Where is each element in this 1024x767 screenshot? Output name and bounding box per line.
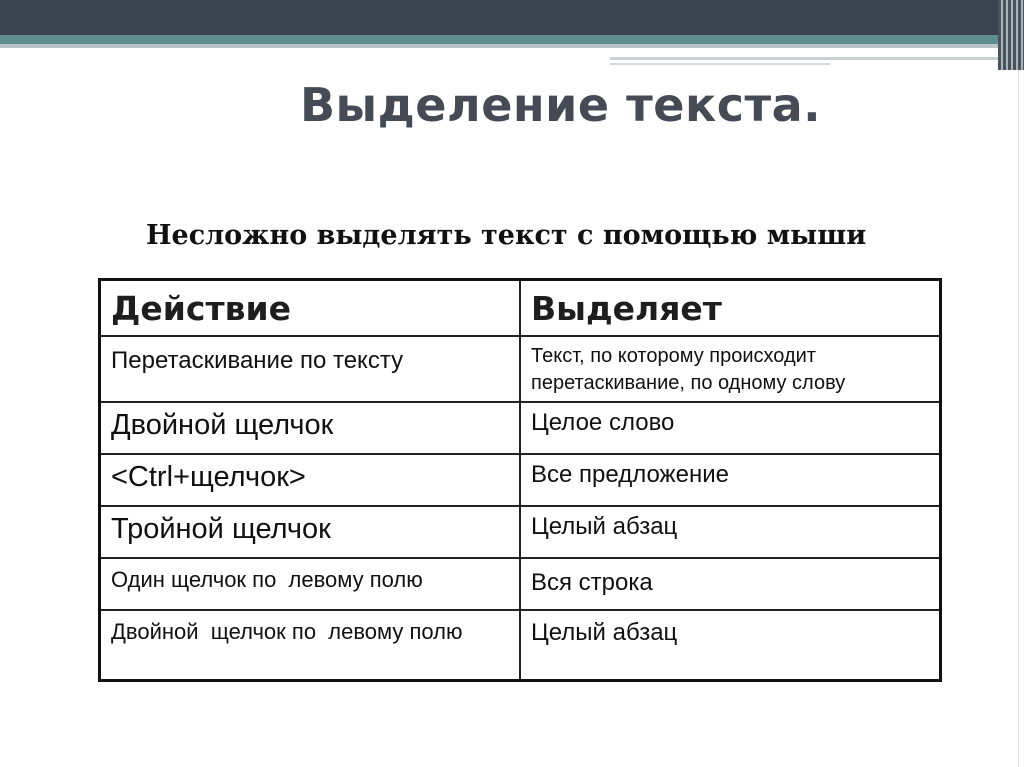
cell-selects: Все предложение [520,454,941,506]
cell-action: Двойной щелчок по левому полю [100,610,521,680]
cell-action: Тройной щелчок [100,506,521,558]
header-action: Действие [100,280,521,337]
cell-action: <Ctrl+щелчок> [100,454,521,506]
slide-subtitle: Несложно выделять текст с помощью мыши [146,220,867,251]
cell-selects: Целый абзац [520,506,941,558]
cell-selects: Вся строка [520,558,941,610]
table-row [100,558,941,610]
cell-action: Двойной щелчок [100,402,521,454]
mouse-selection-table [98,278,942,682]
header-band-dark [0,0,1024,35]
table-header-row [100,280,941,337]
cell-action: Перетаскивание по тексту [100,336,521,402]
cell-selects: Целое слово [520,402,941,454]
table-row [100,610,941,680]
cell-selects: Текст, по которому происходит перетаскивание, по одному слову [520,336,941,402]
header-band-gray [0,44,1024,48]
header-accent-line [610,57,1024,60]
header-accent-line-short [610,63,830,65]
header-band-teal [0,35,1024,44]
table-row [100,454,941,506]
table-row [100,336,941,402]
table-row [100,402,941,454]
slide-title: Выделение текста. [300,78,822,132]
corner-stripes [998,0,1024,70]
cell-action: Один щелчок по левому полю [100,558,521,610]
cell-selects: Целый абзац [520,610,941,680]
right-rule [1018,70,1019,767]
table-row [100,506,941,558]
header-selects: Выделяет [520,280,941,337]
